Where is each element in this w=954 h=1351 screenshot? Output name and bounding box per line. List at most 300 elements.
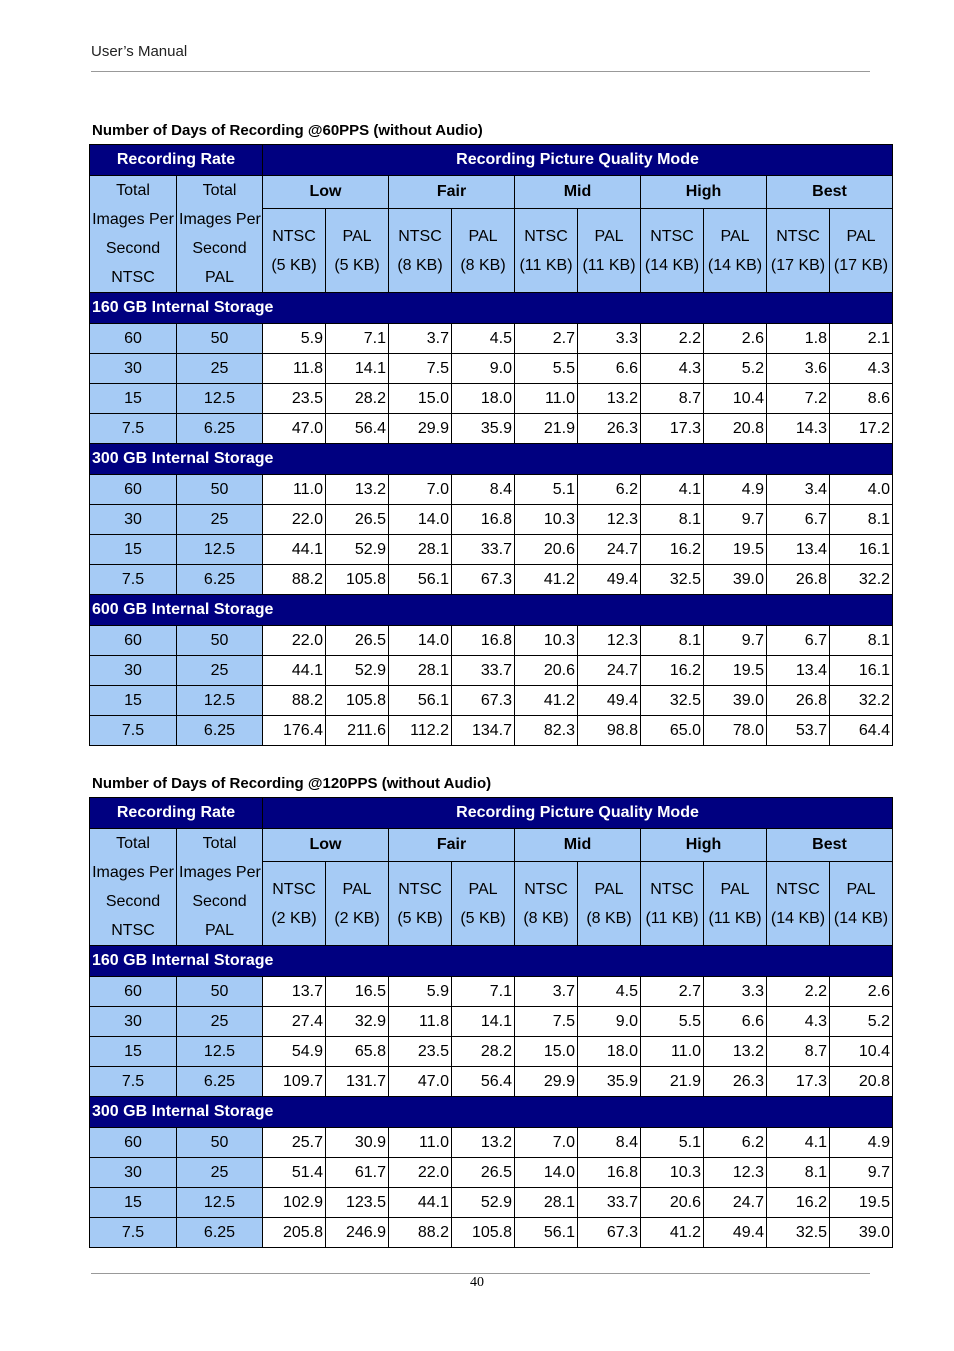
days-value-cell: 8.7 — [641, 384, 704, 414]
days-value-cell: 105.8 — [326, 565, 389, 595]
frame-size-label: (17 KB) — [833, 256, 889, 274]
days-value-cell: 6.7 — [767, 626, 830, 656]
days-value-cell: 6.6 — [704, 1007, 767, 1037]
days-value-cell: 13.2 — [452, 1128, 515, 1158]
rate-pal-header-line: Total — [202, 182, 237, 199]
days-value-cell: 53.7 — [767, 716, 830, 746]
frame-size-label: (2 KB) — [271, 909, 317, 927]
frame-size-label: (11 KB) — [708, 909, 762, 927]
days-value-cell: 16.2 — [767, 1188, 830, 1218]
table-row — [90, 1007, 893, 1037]
rate-pal-cell: 12.5 — [177, 535, 263, 565]
days-value-cell: 28.1 — [515, 1188, 578, 1218]
storage-section-label: 300 GB Internal Storage — [92, 1103, 274, 1120]
rate-ntsc-header — [90, 176, 177, 293]
frame-size-label: (14 KB) — [644, 256, 700, 274]
mode-label: High — [685, 836, 722, 853]
table-row — [90, 1188, 893, 1218]
recording-rate-label: Recording Rate — [116, 151, 236, 168]
frame-size-label: (5 KB) — [271, 256, 317, 274]
rate-ntsc-cell: 7.5 — [90, 565, 177, 595]
days-value-cell: 23.5 — [263, 384, 326, 414]
days-value-cell: 17.3 — [641, 414, 704, 444]
days-value-cell: 14.3 — [767, 414, 830, 444]
table-row — [90, 1218, 893, 1248]
days-value-cell: 8.1 — [641, 505, 704, 535]
recording-days-table-120pps — [89, 797, 893, 1248]
rate-ntsc-header-line: Images Per — [92, 211, 174, 228]
recording-rate-label: Recording Rate — [116, 804, 236, 821]
days-value-cell: 24.7 — [578, 535, 641, 565]
mode-header — [515, 829, 641, 862]
format-label: PAL — [720, 227, 750, 245]
format-size-header — [452, 862, 515, 946]
days-value-cell: 8.1 — [830, 626, 893, 656]
mode-header — [263, 829, 389, 862]
rate-pal-header — [177, 176, 263, 293]
days-value-cell: 33.7 — [452, 656, 515, 686]
days-value-cell: 16.8 — [578, 1158, 641, 1188]
format-label: NTSC — [776, 227, 820, 245]
table-row — [90, 656, 893, 686]
days-value-cell: 26.8 — [767, 686, 830, 716]
days-value-cell: 9.7 — [704, 626, 767, 656]
format-size-header — [515, 209, 578, 293]
days-value-cell: 32.5 — [641, 565, 704, 595]
days-value-cell: 30.9 — [326, 1128, 389, 1158]
days-value-cell: 10.3 — [641, 1158, 704, 1188]
rate-ntsc-cell: 15 — [90, 1188, 177, 1218]
days-value-cell: 2.7 — [641, 977, 704, 1007]
storage-section-label: 300 GB Internal Storage — [92, 450, 274, 467]
frame-size-label: (17 KB) — [770, 256, 826, 274]
days-value-cell: 17.2 — [830, 414, 893, 444]
recording-rate-header — [90, 145, 263, 176]
days-value-cell: 15.0 — [389, 384, 452, 414]
days-value-cell: 52.9 — [326, 656, 389, 686]
days-value-cell: 56.1 — [389, 565, 452, 595]
days-value-cell: 12.3 — [578, 626, 641, 656]
days-value-cell: 2.7 — [515, 324, 578, 354]
mode-header — [767, 829, 893, 862]
days-value-cell: 28.1 — [389, 535, 452, 565]
rate-ntsc-cell: 7.5 — [90, 414, 177, 444]
days-value-cell: 9.7 — [830, 1158, 893, 1188]
days-value-cell: 56.4 — [326, 414, 389, 444]
days-value-cell: 47.0 — [389, 1067, 452, 1097]
days-value-cell: 16.5 — [326, 977, 389, 1007]
days-value-cell: 6.2 — [704, 1128, 767, 1158]
days-value-cell: 134.7 — [452, 716, 515, 746]
rate-pal-header-line: Total — [202, 835, 237, 852]
days-value-cell: 11.0 — [263, 475, 326, 505]
mode-label: Low — [309, 183, 342, 200]
days-value-cell: 44.1 — [389, 1188, 452, 1218]
mode-label: Best — [812, 183, 847, 200]
rate-ntsc-cell: 30 — [90, 505, 177, 535]
days-value-cell: 41.2 — [515, 565, 578, 595]
rate-pal-cell: 12.5 — [177, 384, 263, 414]
table-row — [90, 324, 893, 354]
days-value-cell: 39.0 — [830, 1218, 893, 1248]
days-value-cell: 205.8 — [263, 1218, 326, 1248]
days-value-cell: 19.5 — [704, 656, 767, 686]
rate-ntsc-cell: 15 — [90, 1037, 177, 1067]
days-value-cell: 26.5 — [326, 626, 389, 656]
rate-pal-header-line: Images Per — [179, 211, 261, 228]
days-value-cell: 16.8 — [452, 505, 515, 535]
days-value-cell: 211.6 — [326, 716, 389, 746]
days-value-cell: 6.6 — [578, 354, 641, 384]
format-label: PAL — [342, 227, 372, 245]
days-value-cell: 20.6 — [515, 656, 578, 686]
days-value-cell: 5.1 — [641, 1128, 704, 1158]
days-value-cell: 6.2 — [578, 475, 641, 505]
days-value-cell: 67.3 — [578, 1218, 641, 1248]
table-row — [90, 505, 893, 535]
days-value-cell: 4.3 — [641, 354, 704, 384]
days-value-cell: 78.0 — [704, 716, 767, 746]
rate-ntsc-header-line: Images Per — [92, 864, 174, 881]
days-value-cell: 20.8 — [704, 414, 767, 444]
rate-pal-header — [177, 829, 263, 946]
storage-section-label: 600 GB Internal Storage — [92, 601, 274, 618]
days-value-cell: 12.3 — [578, 505, 641, 535]
days-value-cell: 109.7 — [263, 1067, 326, 1097]
days-value-cell: 13.2 — [578, 384, 641, 414]
days-value-cell: 82.3 — [515, 716, 578, 746]
frame-size-label: (14 KB) — [770, 909, 826, 927]
frame-size-label: (14 KB) — [707, 256, 763, 274]
frame-size-label: (5 KB) — [460, 909, 506, 927]
rate-ntsc-cell: 30 — [90, 354, 177, 384]
days-value-cell: 246.9 — [326, 1218, 389, 1248]
table-row — [90, 535, 893, 565]
days-value-cell: 26.8 — [767, 565, 830, 595]
days-value-cell: 17.3 — [767, 1067, 830, 1097]
mode-label: Best — [812, 836, 847, 853]
rate-pal-cell: 50 — [177, 1128, 263, 1158]
days-value-cell: 3.7 — [515, 977, 578, 1007]
table-row — [90, 384, 893, 414]
format-label: NTSC — [272, 227, 316, 245]
frame-size-label: (8 KB) — [523, 909, 569, 927]
rate-pal-cell: 6.25 — [177, 1218, 263, 1248]
rate-pal-cell: 50 — [177, 977, 263, 1007]
rate-ntsc-cell: 60 — [90, 626, 177, 656]
footer-divider — [91, 1273, 870, 1274]
days-value-cell: 5.2 — [830, 1007, 893, 1037]
days-value-cell: 35.9 — [452, 414, 515, 444]
days-value-cell: 13.2 — [704, 1037, 767, 1067]
days-value-cell: 21.9 — [515, 414, 578, 444]
format-size-header — [263, 209, 326, 293]
days-value-cell: 10.4 — [704, 384, 767, 414]
days-value-cell: 15.0 — [515, 1037, 578, 1067]
days-value-cell: 131.7 — [326, 1067, 389, 1097]
days-value-cell: 5.5 — [641, 1007, 704, 1037]
rate-ntsc-cell: 15 — [90, 384, 177, 414]
days-value-cell: 14.0 — [515, 1158, 578, 1188]
days-value-cell: 19.5 — [704, 535, 767, 565]
days-value-cell: 44.1 — [263, 656, 326, 686]
table-row — [90, 414, 893, 444]
days-value-cell: 7.0 — [515, 1128, 578, 1158]
mode-label: Fair — [436, 183, 467, 200]
days-value-cell: 2.2 — [767, 977, 830, 1007]
rate-pal-cell: 50 — [177, 324, 263, 354]
days-value-cell: 26.5 — [326, 505, 389, 535]
frame-size-label: (8 KB) — [397, 256, 443, 274]
quality-mode-header — [263, 145, 893, 176]
rate-pal-cell: 6.25 — [177, 565, 263, 595]
days-value-cell: 4.9 — [830, 1128, 893, 1158]
days-value-cell: 2.6 — [704, 324, 767, 354]
format-size-header — [515, 862, 578, 946]
rate-pal-cell: 6.25 — [177, 1067, 263, 1097]
mode-header — [767, 176, 893, 209]
table-row — [90, 626, 893, 656]
quality-mode-label: Recording Picture Quality Mode — [456, 804, 699, 821]
days-value-cell: 9.7 — [704, 505, 767, 535]
rate-pal-cell: 6.25 — [177, 414, 263, 444]
format-label: PAL — [342, 880, 372, 898]
rate-ntsc-cell: 60 — [90, 475, 177, 505]
days-value-cell: 56.4 — [452, 1067, 515, 1097]
format-size-header — [704, 862, 767, 946]
recording-rate-header — [90, 798, 263, 829]
format-label: NTSC — [524, 880, 568, 898]
days-value-cell: 32.5 — [767, 1218, 830, 1248]
format-size-header — [767, 209, 830, 293]
days-value-cell: 20.6 — [515, 535, 578, 565]
days-value-cell: 32.2 — [830, 565, 893, 595]
days-value-cell: 88.2 — [263, 686, 326, 716]
format-label: NTSC — [650, 880, 694, 898]
format-size-header — [767, 862, 830, 946]
format-label: PAL — [720, 880, 750, 898]
days-value-cell: 56.1 — [389, 686, 452, 716]
storage-section-header — [90, 293, 893, 324]
days-value-cell: 49.4 — [704, 1218, 767, 1248]
format-size-header — [389, 862, 452, 946]
days-value-cell: 13.2 — [326, 475, 389, 505]
frame-size-label: (2 KB) — [334, 909, 380, 927]
rate-ntsc-header-line: Second — [105, 893, 161, 910]
days-value-cell: 32.2 — [830, 686, 893, 716]
days-value-cell: 64.4 — [830, 716, 893, 746]
rate-ntsc-header-line: Total — [116, 835, 150, 852]
days-value-cell: 67.3 — [452, 686, 515, 716]
frame-size-label: (11 KB) — [519, 256, 573, 274]
format-size-header — [452, 209, 515, 293]
format-label: PAL — [594, 880, 624, 898]
days-value-cell: 1.8 — [767, 324, 830, 354]
days-value-cell: 8.4 — [452, 475, 515, 505]
days-value-cell: 3.4 — [767, 475, 830, 505]
rate-ntsc-cell: 30 — [90, 656, 177, 686]
rate-ntsc-header-line: NTSC — [111, 269, 155, 286]
days-value-cell: 14.0 — [389, 626, 452, 656]
days-value-cell: 10.3 — [515, 626, 578, 656]
format-size-header — [326, 209, 389, 293]
days-value-cell: 24.7 — [704, 1188, 767, 1218]
days-value-cell: 23.5 — [389, 1037, 452, 1067]
days-value-cell: 7.0 — [389, 475, 452, 505]
rate-pal-cell: 50 — [177, 475, 263, 505]
days-value-cell: 2.6 — [830, 977, 893, 1007]
days-value-cell: 29.9 — [515, 1067, 578, 1097]
days-value-cell: 4.3 — [767, 1007, 830, 1037]
frame-size-label: (8 KB) — [460, 256, 506, 274]
rate-pal-header-line: PAL — [204, 922, 235, 939]
days-value-cell: 8.1 — [830, 505, 893, 535]
days-value-cell: 28.2 — [326, 384, 389, 414]
mode-header — [641, 176, 767, 209]
days-value-cell: 4.1 — [641, 475, 704, 505]
mode-header — [263, 176, 389, 209]
days-value-cell: 105.8 — [326, 686, 389, 716]
format-label: PAL — [594, 227, 624, 245]
days-value-cell: 12.3 — [704, 1158, 767, 1188]
table-row — [90, 716, 893, 746]
days-value-cell: 33.7 — [578, 1188, 641, 1218]
storage-section-header — [90, 444, 893, 475]
days-value-cell: 11.8 — [389, 1007, 452, 1037]
days-value-cell: 44.1 — [263, 535, 326, 565]
page-header: User’s Manual — [91, 43, 188, 60]
days-value-cell: 4.9 — [704, 475, 767, 505]
days-value-cell: 54.9 — [263, 1037, 326, 1067]
days-value-cell: 29.9 — [389, 414, 452, 444]
format-label: PAL — [468, 227, 498, 245]
days-value-cell: 3.3 — [704, 977, 767, 1007]
days-value-cell: 26.3 — [578, 414, 641, 444]
table-row — [90, 1158, 893, 1188]
rate-ntsc-cell: 60 — [90, 977, 177, 1007]
days-value-cell: 16.1 — [830, 535, 893, 565]
days-value-cell: 26.5 — [452, 1158, 515, 1188]
rate-ntsc-cell: 7.5 — [90, 1218, 177, 1248]
frame-size-label: (5 KB) — [397, 909, 443, 927]
days-value-cell: 39.0 — [704, 565, 767, 595]
days-value-cell: 8.1 — [641, 626, 704, 656]
days-value-cell: 41.2 — [641, 1218, 704, 1248]
rate-ntsc-cell: 60 — [90, 324, 177, 354]
days-value-cell: 5.5 — [515, 354, 578, 384]
rate-ntsc-header-line: Second — [105, 240, 161, 257]
mode-label: Fair — [436, 836, 467, 853]
format-size-header — [830, 862, 893, 946]
rate-ntsc-header-line: NTSC — [111, 922, 155, 939]
page-number: 40 — [470, 1275, 484, 1290]
frame-size-label: (14 KB) — [833, 909, 889, 927]
days-value-cell: 13.4 — [767, 656, 830, 686]
storage-section-header — [90, 1097, 893, 1128]
rate-pal-cell: 6.25 — [177, 716, 263, 746]
days-value-cell: 27.4 — [263, 1007, 326, 1037]
days-value-cell: 3.7 — [389, 324, 452, 354]
days-value-cell: 22.0 — [263, 626, 326, 656]
days-value-cell: 5.2 — [704, 354, 767, 384]
days-value-cell: 9.0 — [578, 1007, 641, 1037]
days-value-cell: 18.0 — [578, 1037, 641, 1067]
days-value-cell: 13.4 — [767, 535, 830, 565]
rate-ntsc-cell: 7.5 — [90, 716, 177, 746]
rate-ntsc-header-line: Total — [116, 182, 150, 199]
format-size-header — [641, 862, 704, 946]
rate-pal-cell: 50 — [177, 626, 263, 656]
quality-mode-label: Recording Picture Quality Mode — [456, 151, 699, 168]
format-label: NTSC — [650, 227, 694, 245]
storage-section-label: 160 GB Internal Storage — [92, 299, 274, 316]
format-label: NTSC — [272, 880, 316, 898]
mode-label: Mid — [563, 183, 592, 200]
format-size-header — [641, 209, 704, 293]
rate-ntsc-cell: 30 — [90, 1007, 177, 1037]
table-row — [90, 1037, 893, 1067]
table-row — [90, 1128, 893, 1158]
days-value-cell: 67.3 — [452, 565, 515, 595]
rate-ntsc-header — [90, 829, 177, 946]
days-value-cell: 56.1 — [515, 1218, 578, 1248]
days-value-cell: 28.2 — [452, 1037, 515, 1067]
days-value-cell: 19.5 — [830, 1188, 893, 1218]
days-value-cell: 5.9 — [389, 977, 452, 1007]
days-value-cell: 65.0 — [641, 716, 704, 746]
days-value-cell: 13.7 — [263, 977, 326, 1007]
days-value-cell: 9.0 — [452, 354, 515, 384]
days-value-cell: 7.5 — [515, 1007, 578, 1037]
rate-ntsc-cell: 15 — [90, 535, 177, 565]
days-value-cell: 47.0 — [263, 414, 326, 444]
format-size-header — [704, 209, 767, 293]
rate-ntsc-cell: 60 — [90, 1128, 177, 1158]
days-value-cell: 3.6 — [767, 354, 830, 384]
days-value-cell: 28.1 — [389, 656, 452, 686]
frame-size-label: (8 KB) — [586, 909, 632, 927]
rate-pal-cell: 25 — [177, 354, 263, 384]
rate-ntsc-cell: 15 — [90, 686, 177, 716]
days-value-cell: 35.9 — [578, 1067, 641, 1097]
days-value-cell: 102.9 — [263, 1188, 326, 1218]
days-value-cell: 32.5 — [641, 686, 704, 716]
mode-header — [389, 176, 515, 209]
days-value-cell: 7.5 — [389, 354, 452, 384]
days-value-cell: 51.4 — [263, 1158, 326, 1188]
rate-pal-header-line: PAL — [204, 269, 235, 286]
format-label: NTSC — [776, 880, 820, 898]
frame-size-label: (5 KB) — [334, 256, 380, 274]
quality-mode-header — [263, 798, 893, 829]
table-row — [90, 977, 893, 1007]
storage-section-label: 160 GB Internal Storage — [92, 952, 274, 969]
days-value-cell: 22.0 — [263, 505, 326, 535]
days-value-cell: 24.7 — [578, 656, 641, 686]
format-size-header — [389, 209, 452, 293]
days-value-cell: 32.9 — [326, 1007, 389, 1037]
mode-header — [389, 829, 515, 862]
days-value-cell: 88.2 — [389, 1218, 452, 1248]
days-value-cell: 112.2 — [389, 716, 452, 746]
table-title-120pps: Number of Days of Recording @120PPS (without Audio) — [92, 775, 492, 792]
days-value-cell: 14.1 — [452, 1007, 515, 1037]
table-row — [90, 1067, 893, 1097]
days-value-cell: 105.8 — [452, 1218, 515, 1248]
days-value-cell: 18.0 — [452, 384, 515, 414]
days-value-cell: 8.4 — [578, 1128, 641, 1158]
storage-section-header — [90, 946, 893, 977]
